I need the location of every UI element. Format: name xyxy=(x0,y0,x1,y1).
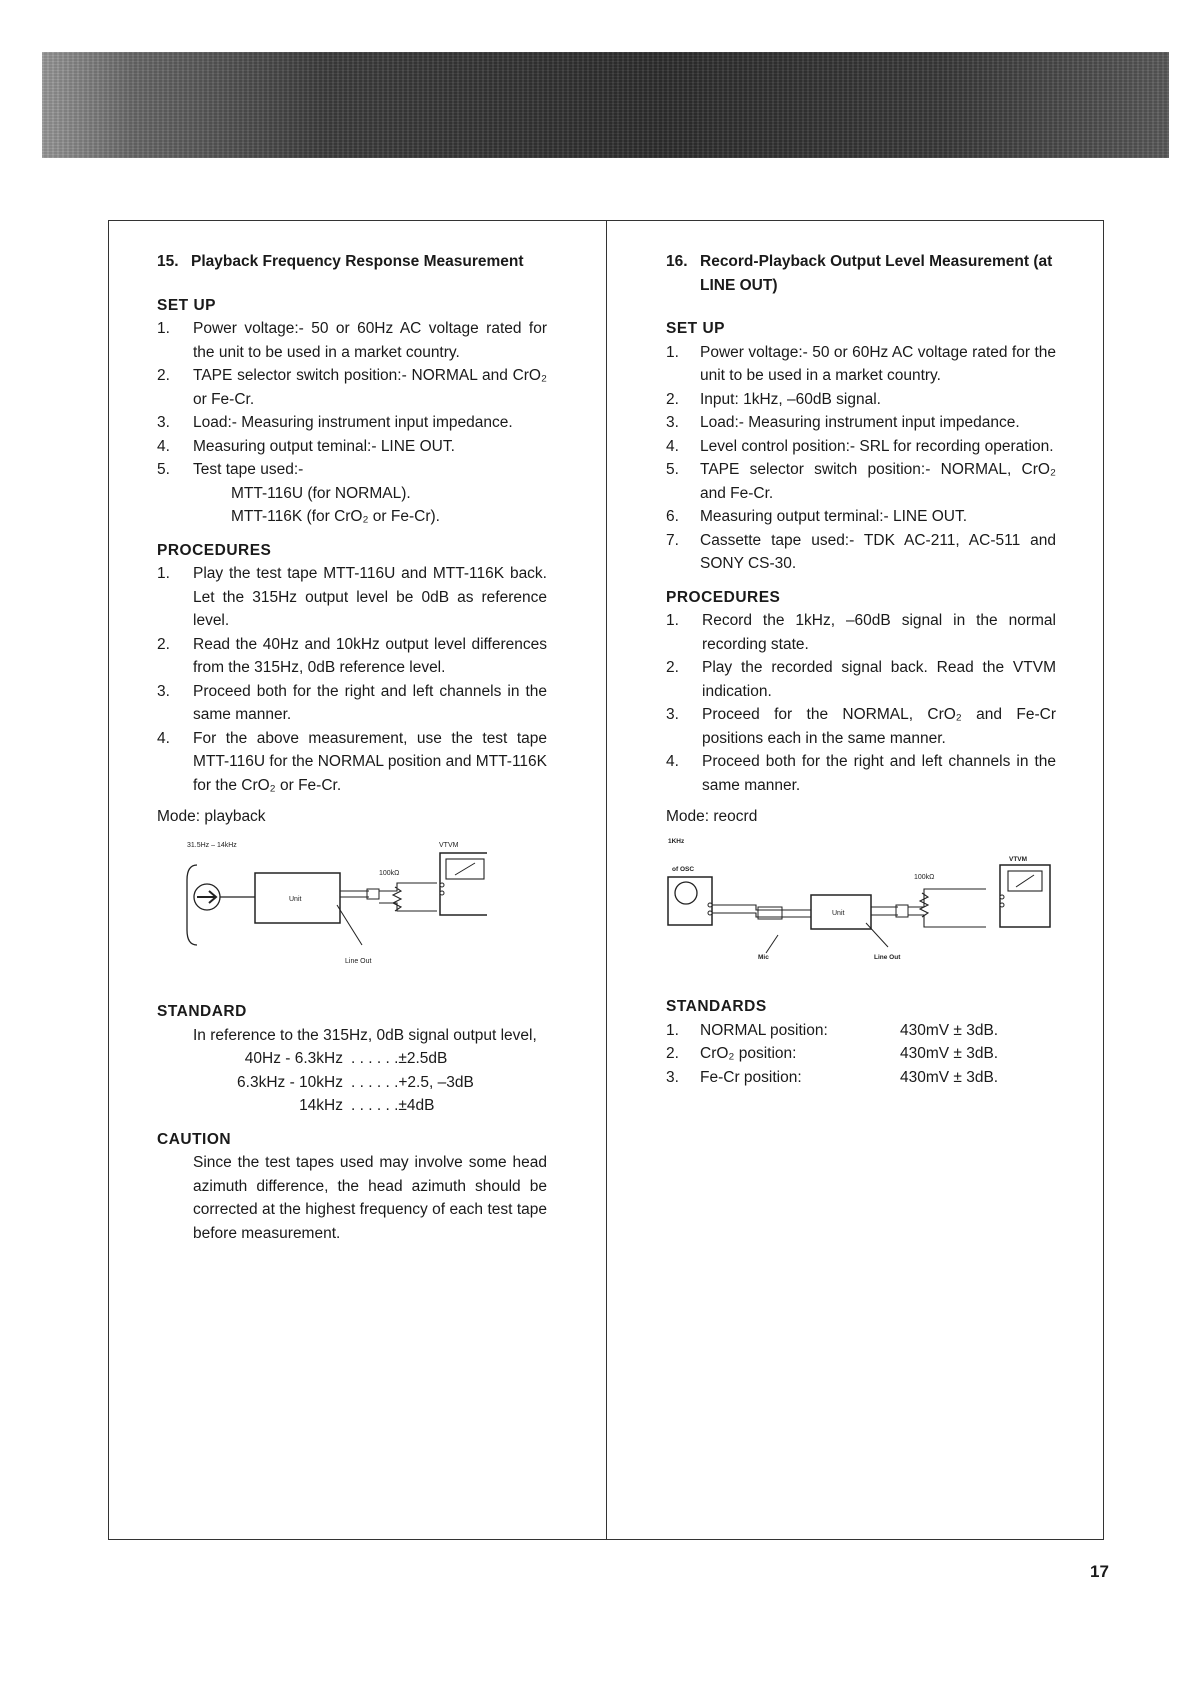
procedures-heading: PROCEDURES xyxy=(157,541,272,559)
unit-label: Unit xyxy=(832,909,845,917)
section-16-title: 16. Record-Playback Output Level Measurement (at LINE OUT) xyxy=(666,253,1053,294)
mode-label: Mode: reocrd xyxy=(666,808,758,825)
setup-list xyxy=(157,317,547,529)
standards-list xyxy=(666,1019,1056,1090)
list-item: 6. Measuring output terminal:- LINE OUT. xyxy=(666,508,968,525)
oscillator-dial-icon xyxy=(675,882,697,904)
standard-row: 3. Fe-Cr position: 430mV ± 3dB. xyxy=(666,1068,999,1086)
tape-reel-icon xyxy=(187,865,197,945)
column-divider xyxy=(606,220,607,1540)
spec-row: 14kHz . . . . . . ±4dB xyxy=(299,1097,435,1114)
test-tape-item: MTT-116U (for NORMAL). xyxy=(231,484,411,502)
list-item: 4. Measuring output teminal:- LINE OUT. xyxy=(157,437,455,455)
standard-row: 1. NORMAL position: 430mV ± 3dB. xyxy=(666,1021,999,1039)
load-resistor-icon xyxy=(908,889,986,927)
setup-heading: SET UP xyxy=(666,320,725,337)
list-item: 1. Power voltage:- 50 or 60Hz AC voltage rated for the unit to be used in a market country. xyxy=(666,343,1056,384)
setup-list xyxy=(666,341,1056,576)
spec-row: 6.3kHz - 10kHz . . . . . . +2.5, –3dB xyxy=(237,1073,474,1091)
spec-row: 40Hz - 6.3kHz . . . . . . ±2.5dB xyxy=(244,1050,448,1067)
diagram-freq-label: 31.5Hz – 14kHz xyxy=(187,841,237,849)
section-16 xyxy=(666,250,1056,1089)
procedures-list xyxy=(666,609,1056,797)
record-setup-diagram xyxy=(666,835,1056,960)
list-item: 7. Cassette tape used:- TDK AC-211, AC-511 and SONY CS-30. xyxy=(666,531,1056,572)
load-resistor-icon xyxy=(379,883,437,911)
caution-text: Since the test tapes used may involve some head azimuth difference, the head azimuth should be corrected at the highest frequency of each test tape before measurement. xyxy=(193,1154,547,1242)
section-15 xyxy=(157,250,547,1245)
procedures-heading: PROCEDURES xyxy=(666,588,781,606)
standard-body xyxy=(157,1024,547,1118)
oscillator-box xyxy=(668,877,712,925)
section-15-title: 15. Playback Frequency Response Measurement xyxy=(157,253,524,270)
vtvm-meter xyxy=(440,853,487,915)
standards-heading: STANDARDS xyxy=(666,998,767,1015)
playback-setup-diagram xyxy=(157,835,487,975)
diagram-vtvm-label: VTVM xyxy=(439,841,459,849)
test-tape-item: MTT-116K (for CrO₂ or Fe-Cr). xyxy=(231,508,440,525)
list-item: 4. For the above measurement, use the test tape MTT-116U for the NORMAL position and MTT-116K for the CrO₂ or Fe-Cr. xyxy=(157,729,547,794)
caution-heading: CAUTION xyxy=(157,1130,232,1148)
header-banner xyxy=(42,52,1169,158)
line-out-label: Line Out xyxy=(345,957,372,965)
page-number: 17 xyxy=(1090,1562,1109,1581)
list-item: 3. Proceed both for the right and left channels in the same manner. xyxy=(157,682,547,723)
list-item: 2. Play the recorded signal back. Read the VTVM indication. xyxy=(666,659,1056,700)
list-item: 2. Input: 1kHz, –60dB signal. xyxy=(666,390,881,408)
diagram-osc-label: of OSC xyxy=(672,865,695,873)
list-item: 1. Play the test tape MTT-116U and MTT-116K back. Let the 315Hz output level be 0dB as reference level. xyxy=(157,565,547,629)
setup-heading: SET UP xyxy=(157,296,216,314)
list-item: 3. Load:- Measuring instrument input impedance. xyxy=(666,414,1020,431)
unit-label: Unit xyxy=(289,895,302,903)
diagram-vtvm-label: VTVM xyxy=(1009,855,1028,863)
diagram-freq-label: 1KHz xyxy=(668,837,685,845)
list-item: 4. Level control position:- SRL for recording operation. xyxy=(666,437,1054,455)
list-item: 5. Test tape used:- xyxy=(157,461,304,478)
list-item: 1. Record the 1kHz, –60dB signal in the normal recording state. xyxy=(666,612,1056,653)
line-out-label: Line Out xyxy=(874,953,901,960)
mode-label: Mode: playback xyxy=(157,808,266,825)
list-item: 3. Proceed for the NORMAL, CrO₂ and Fe-Cr positions each in the same manner. xyxy=(666,706,1056,747)
standard-intro: In reference to the 315Hz, 0dB signal output level, xyxy=(193,1026,537,1044)
list-item: 5. TAPE selector switch position:- NORMAL, CrO₂ and Fe-Cr. xyxy=(666,461,1056,502)
mic-label: Mic xyxy=(758,953,769,960)
list-item: 1. Power voltage:- 50 or 60Hz AC voltage rated for the unit to be used in a market country. xyxy=(157,320,547,361)
test-tape-list xyxy=(157,482,547,529)
procedures-list xyxy=(157,562,547,797)
list-item: 2. Read the 40Hz and 10kHz output level differences from the 315Hz, 0dB reference level. xyxy=(157,635,547,676)
list-item: 3. Load:- Measuring instrument input impedance. xyxy=(157,414,513,431)
resistor-label: 100kΩ xyxy=(914,873,935,881)
standard-heading: STANDARD xyxy=(157,1003,247,1020)
list-item: 2. TAPE selector switch position:- NORMAL and CrO₂ or Fe-Cr. xyxy=(157,367,547,408)
resistor-label: 100kΩ xyxy=(379,869,400,877)
list-item: 4. Proceed both for the right and left channels in the same manner. xyxy=(666,753,1056,794)
standard-row: 2. CrO₂ position: 430mV ± 3dB. xyxy=(666,1045,999,1062)
